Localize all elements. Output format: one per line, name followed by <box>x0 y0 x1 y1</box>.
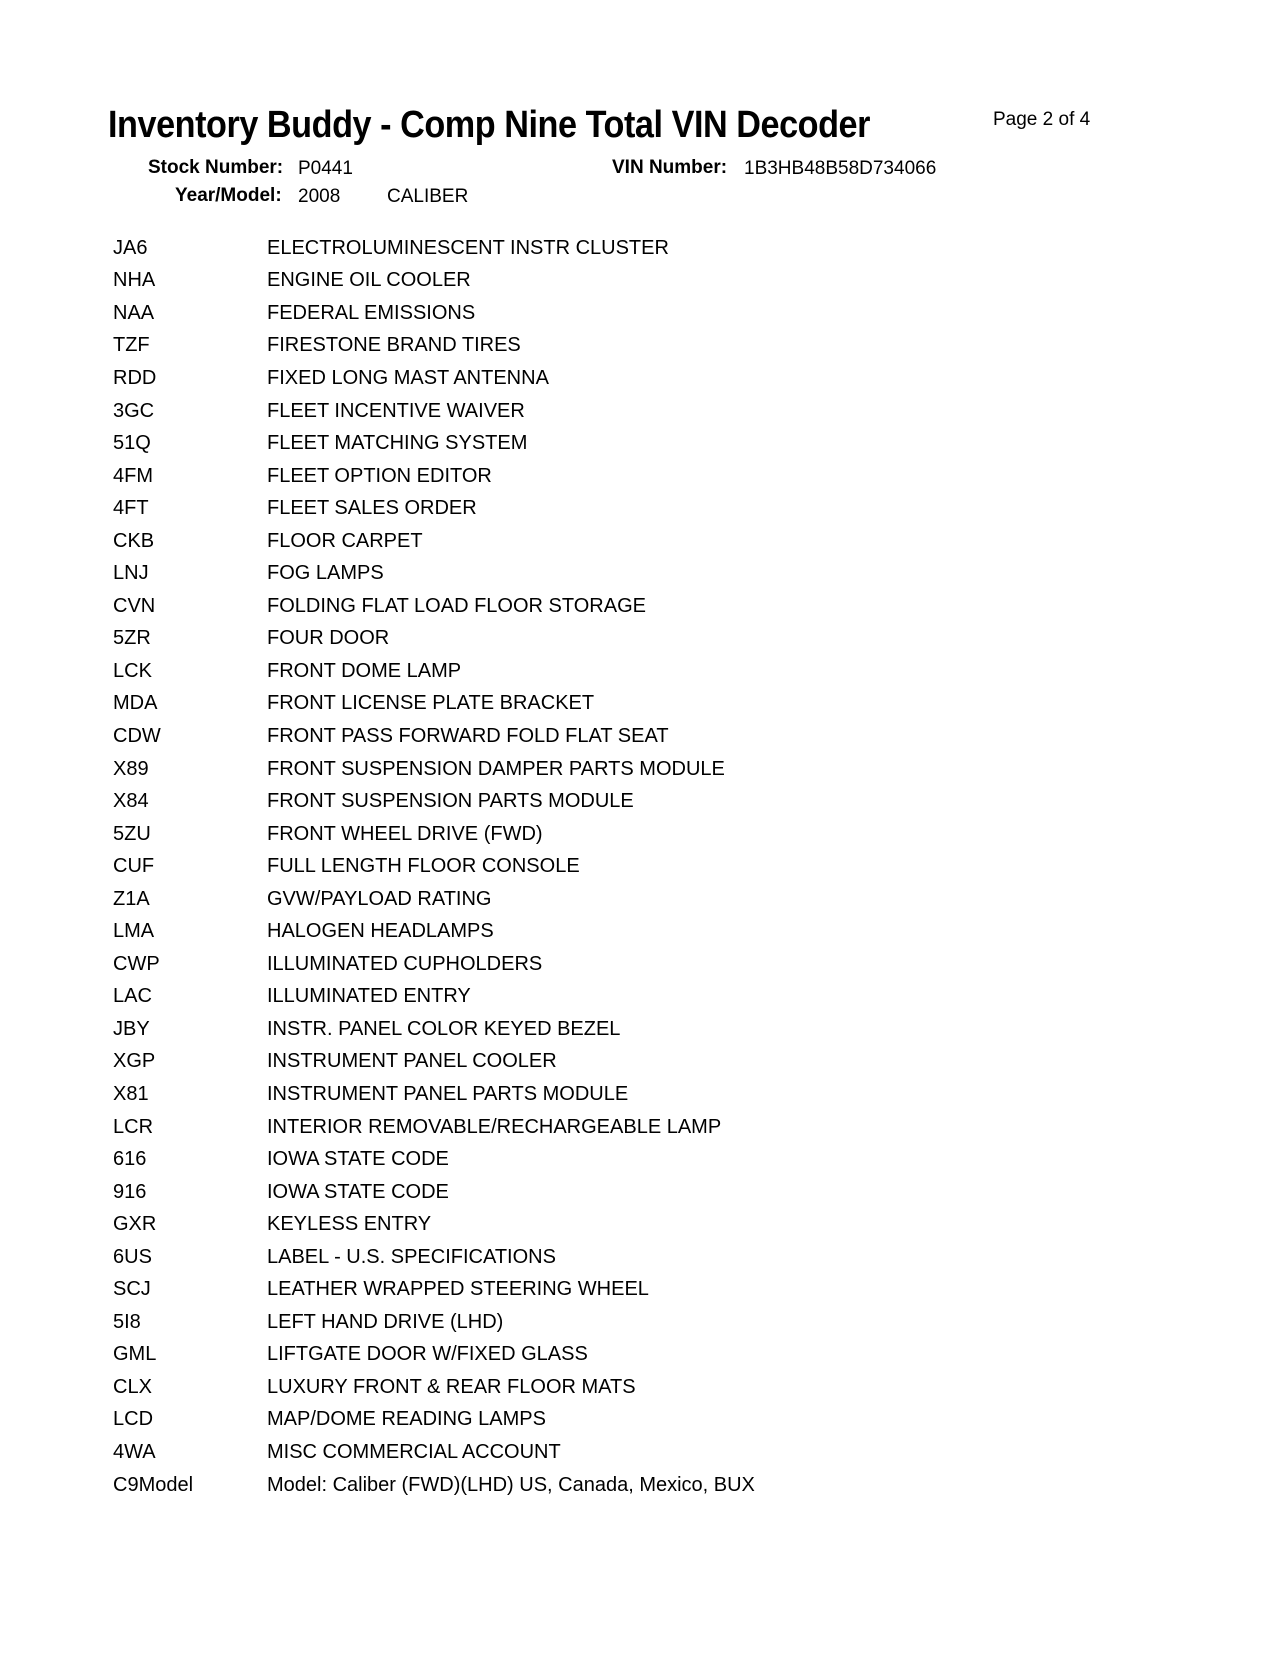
stock-number-value: P0441 <box>298 158 353 179</box>
option-code: CLX <box>113 1375 152 1398</box>
option-row <box>0 1306 1280 1339</box>
page-number-indicator: Page 2 of 4 <box>993 109 1091 130</box>
vin-number-label: VIN Number: <box>612 157 728 178</box>
option-row <box>0 590 1280 623</box>
option-description: IOWA STATE CODE <box>267 1148 449 1171</box>
option-code: 3GC <box>113 399 155 422</box>
option-description: LABEL - U.S. SPECIFICATIONS <box>267 1245 556 1268</box>
option-row <box>0 818 1280 851</box>
option-code: 5ZR <box>113 627 151 650</box>
option-code: GXR <box>113 1213 157 1236</box>
model-value: CALIBER <box>387 186 469 207</box>
option-code: 51Q <box>113 432 151 455</box>
option-row <box>0 330 1280 363</box>
option-description: FIXED LONG MAST ANTENNA <box>267 366 549 389</box>
option-code: 4FT <box>113 497 149 520</box>
option-row <box>0 1111 1280 1144</box>
option-code: LNJ <box>113 562 149 585</box>
option-description: KEYLESS ENTRY <box>267 1213 432 1236</box>
year-value: 2008 <box>298 186 341 207</box>
option-code: CKB <box>113 529 155 552</box>
option-row <box>0 981 1280 1014</box>
option-description: FRONT DOME LAMP <box>267 659 462 682</box>
option-row <box>0 1274 1280 1307</box>
option-code: RDD <box>113 366 157 389</box>
option-code: X89 <box>113 757 149 780</box>
option-code: 5ZU <box>113 822 151 845</box>
option-code: X84 <box>113 790 149 813</box>
option-row <box>0 655 1280 688</box>
option-code: LCR <box>113 1115 154 1138</box>
option-description: FRONT SUSPENSION DAMPER PARTS MODULE <box>267 757 725 780</box>
option-description: FOLDING FLAT LOAD FLOOR STORAGE <box>267 594 646 617</box>
option-row <box>0 623 1280 656</box>
option-description: HALOGEN HEADLAMPS <box>267 920 494 943</box>
option-description: FLEET OPTION EDITOR <box>267 464 492 487</box>
vin-number-value: 1B3HB48B58D734066 <box>744 158 937 179</box>
option-description: INSTRUMENT PANEL PARTS MODULE <box>267 1082 629 1105</box>
option-row <box>0 785 1280 818</box>
option-row <box>0 362 1280 395</box>
option-row <box>0 915 1280 948</box>
option-row <box>0 265 1280 298</box>
option-description: FLEET MATCHING SYSTEM <box>267 432 528 455</box>
option-description: ILLUMINATED CUPHOLDERS <box>267 952 543 975</box>
option-description: FLOOR CARPET <box>267 529 423 552</box>
option-description: FRONT PASS FORWARD FOLD FLAT SEAT <box>267 724 669 747</box>
option-code: TZF <box>113 334 150 357</box>
option-row <box>0 492 1280 525</box>
option-code: CVN <box>113 594 156 617</box>
option-code: XGP <box>113 1050 156 1073</box>
option-row <box>0 1436 1280 1469</box>
option-description: FOUR DOOR <box>267 627 390 650</box>
option-description: Model: Caliber (FWD)(LHD) US, Canada, Mexico, BUX <box>267 1473 755 1496</box>
option-code: 916 <box>113 1180 147 1203</box>
option-row <box>0 427 1280 460</box>
option-description: FRONT LICENSE PLATE BRACKET <box>267 692 595 715</box>
option-row <box>0 1469 1280 1502</box>
option-description: LEFT HAND DRIVE (LHD) <box>267 1310 504 1333</box>
option-description: INSTR. PANEL COLOR KEYED BEZEL <box>267 1017 621 1040</box>
option-row <box>0 1241 1280 1274</box>
option-description: FLEET SALES ORDER <box>267 497 477 520</box>
option-row <box>0 395 1280 428</box>
option-description: MAP/DOME READING LAMPS <box>267 1408 546 1431</box>
option-code: CUF <box>113 855 155 878</box>
option-code: CWP <box>113 952 160 975</box>
option-code: SCJ <box>113 1278 151 1301</box>
option-row <box>0 883 1280 916</box>
option-code: X81 <box>113 1082 149 1105</box>
option-code: 6US <box>113 1245 152 1268</box>
option-description: FRONT WHEEL DRIVE (FWD) <box>267 822 543 845</box>
option-description: LEATHER WRAPPED STEERING WHEEL <box>267 1278 649 1301</box>
option-row <box>0 525 1280 558</box>
option-row <box>0 753 1280 786</box>
option-description: INTERIOR REMOVABLE/RECHARGEABLE LAMP <box>267 1115 722 1138</box>
option-code: C9Model <box>113 1473 194 1496</box>
option-code: JBY <box>113 1017 150 1040</box>
option-code: 4FM <box>113 464 153 487</box>
option-code: CDW <box>113 724 161 747</box>
option-code: GML <box>113 1343 157 1366</box>
option-row <box>0 850 1280 883</box>
option-description: FULL LENGTH FLOOR CONSOLE <box>267 855 580 878</box>
page-title: Inventory Buddy - Comp Nine Total VIN Decoder <box>108 104 871 146</box>
options-list <box>0 232 1280 1501</box>
option-row <box>0 720 1280 753</box>
option-description: ILLUMINATED ENTRY <box>267 985 471 1008</box>
option-row <box>0 1371 1280 1404</box>
option-row <box>0 1078 1280 1111</box>
option-row <box>0 1176 1280 1209</box>
option-description: IOWA STATE CODE <box>267 1180 449 1203</box>
option-row <box>0 460 1280 493</box>
option-description: LIFTGATE DOOR W/FIXED GLASS <box>267 1343 588 1366</box>
option-code: NAA <box>113 301 155 324</box>
option-description: ELECTROLUMINESCENT INSTR CLUSTER <box>267 236 669 259</box>
year-model-label: Year/Model: <box>175 185 282 206</box>
option-description: FIRESTONE BRAND TIRES <box>267 334 521 357</box>
option-code: LCK <box>113 659 152 682</box>
option-row <box>0 1339 1280 1372</box>
option-description: FLEET INCENTIVE WAIVER <box>267 399 525 422</box>
option-row <box>0 1143 1280 1176</box>
option-code: 5I8 <box>113 1310 141 1333</box>
option-code: LCD <box>113 1408 154 1431</box>
option-description: INSTRUMENT PANEL COOLER <box>267 1050 557 1073</box>
option-row <box>0 232 1280 265</box>
option-code: 616 <box>113 1148 147 1171</box>
option-description: LUXURY FRONT & REAR FLOOR MATS <box>267 1375 636 1398</box>
option-code: 4WA <box>113 1441 156 1463</box>
option-row <box>0 688 1280 721</box>
option-code: LMA <box>113 920 155 943</box>
option-code: MDA <box>113 692 158 715</box>
option-row <box>0 948 1280 981</box>
option-description: FOG LAMPS <box>267 562 384 585</box>
option-description: FEDERAL EMISSIONS <box>267 301 476 324</box>
option-code: JA6 <box>113 236 148 259</box>
option-description: FRONT SUSPENSION PARTS MODULE <box>267 790 634 813</box>
option-code: NHA <box>113 269 156 292</box>
option-row <box>0 1013 1280 1046</box>
option-description: GVW/PAYLOAD RATING <box>267 887 492 910</box>
option-row <box>0 1404 1280 1437</box>
option-code: LAC <box>113 985 152 1008</box>
option-row <box>0 297 1280 330</box>
stock-number-label: Stock Number: <box>148 157 284 178</box>
option-row <box>0 1208 1280 1241</box>
option-row <box>0 557 1280 590</box>
option-row <box>0 1046 1280 1079</box>
option-description: ENGINE OIL COOLER <box>267 269 471 292</box>
option-code: Z1A <box>113 887 150 910</box>
option-description: MISC COMMERCIAL ACCOUNT <box>267 1441 561 1463</box>
